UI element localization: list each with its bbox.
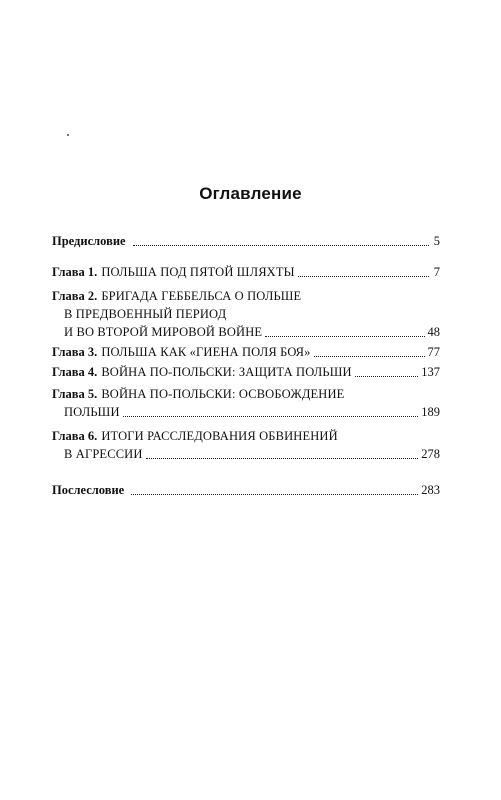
toc-entry-title-continued: В ПРЕДВОЕННЫЙ ПЕРИОД <box>64 307 227 321</box>
dot-leader <box>298 276 429 277</box>
toc-entry-afterword[interactable] <box>52 481 440 499</box>
toc-entry-label: Глава 2. <box>52 289 98 303</box>
toc-entry-label: Глава 3. <box>52 345 98 359</box>
toc-line <box>52 427 440 445</box>
toc-entry-title: ПОЛЬША ПОД ПЯТОЙ ШЛЯХТЫ <box>101 265 295 279</box>
toc-entry-title: ВОЙНА ПО-ПОЛЬСКИ: ОСВОБОЖДЕНИЕ <box>101 387 345 401</box>
toc-entry-label: Глава 5. <box>52 387 98 401</box>
dot-leader <box>133 245 429 246</box>
toc-entry-label: Предисловие <box>52 234 126 248</box>
toc-page-number: 278 <box>421 447 440 461</box>
toc-page-number: 189 <box>421 405 440 419</box>
toc-entry-title: ПОЛЬША КАК «ГИЕНА ПОЛЯ БОЯ» <box>101 345 311 359</box>
toc-title: Оглавление <box>199 184 302 203</box>
toc-entry-title-continued: И ВО ВТОРОЙ МИРОВОЙ ВОЙНЕ <box>64 325 263 339</box>
toc-line <box>52 263 440 281</box>
dot-leader <box>146 458 419 459</box>
dot-leader <box>314 356 425 357</box>
toc-line <box>52 481 440 499</box>
toc-entry-chapter-2[interactable] <box>52 287 440 341</box>
toc-entry-chapter-4[interactable] <box>52 363 440 381</box>
toc-entry-title: ИТОГИ РАССЛЕДОВАНИЯ ОБВИНЕНИЙ <box>101 429 338 443</box>
toc-page-number: 48 <box>427 325 440 339</box>
toc-line <box>52 343 440 361</box>
toc-line <box>52 363 440 381</box>
toc-line <box>52 232 440 250</box>
toc-line <box>52 403 440 421</box>
toc-line <box>52 385 440 403</box>
toc-entry-title: ВОЙНА ПО-ПОЛЬСКИ: ЗАЩИТА ПОЛЬШИ <box>101 365 352 379</box>
dot-leader <box>123 416 419 417</box>
toc-entry-label: Глава 1. <box>52 265 98 279</box>
toc-entry-chapter-3[interactable] <box>52 343 440 361</box>
toc-line <box>52 287 440 305</box>
dot-leader <box>131 494 418 495</box>
toc-entry-title-continued: В АГРЕССИИ <box>64 447 143 461</box>
dot-leader <box>265 336 424 337</box>
toc-entry-chapter-5[interactable] <box>52 385 440 421</box>
toc-page-number: 137 <box>421 365 440 379</box>
toc-entry-preface[interactable] <box>52 232 440 250</box>
toc-line <box>52 305 440 323</box>
toc-entry-title: БРИГАДА ГЕББЕЛЬСА О ПОЛЬШЕ <box>101 289 302 303</box>
toc-entry-label: Глава 6. <box>52 429 98 443</box>
dot-leader <box>355 376 419 377</box>
toc-line <box>52 445 440 463</box>
toc-line <box>52 323 440 341</box>
toc-page-number: 5 <box>433 234 440 248</box>
toc-page-number: 77 <box>427 345 440 359</box>
toc-entry-label: Глава 4. <box>52 365 98 379</box>
toc-entry-chapter-6[interactable] <box>52 427 440 463</box>
toc-entry-label: Послесловие <box>52 483 125 497</box>
print-speck <box>67 134 69 136</box>
toc-page-number: 7 <box>433 265 440 279</box>
toc-entry-chapter-1[interactable] <box>52 263 440 281</box>
toc-entry-title-continued: ПОЛЬШИ <box>64 405 120 419</box>
toc-page-number: 283 <box>421 483 440 497</box>
